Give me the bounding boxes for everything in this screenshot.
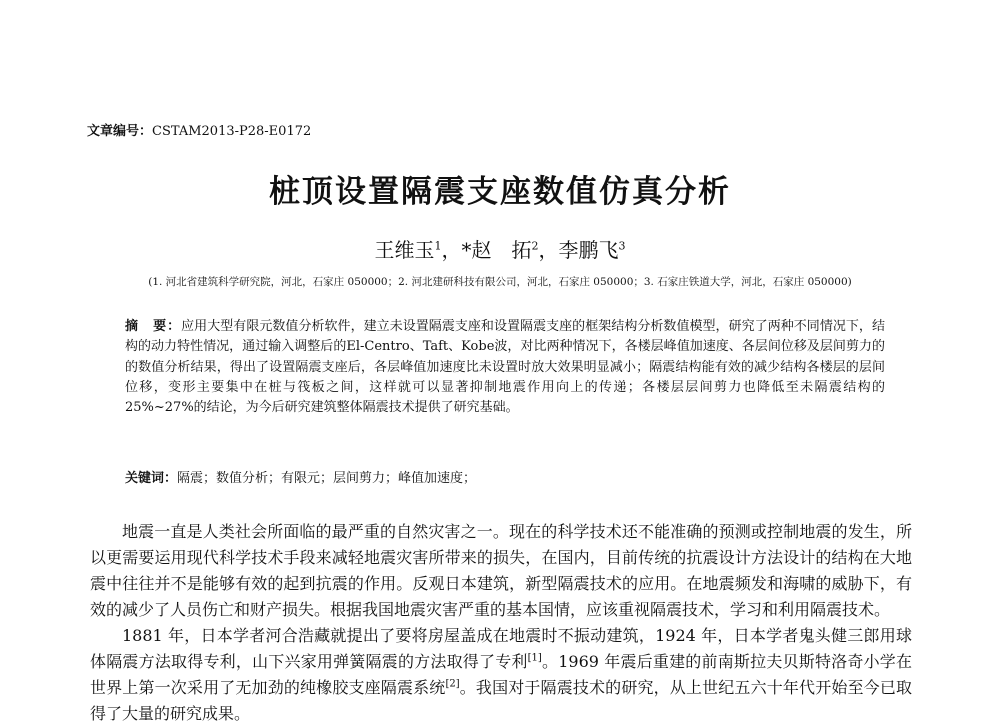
author-name: 赵 拓 bbox=[471, 238, 532, 262]
author-list bbox=[0, 234, 1000, 263]
body-text bbox=[90, 519, 912, 727]
author-separator: ， bbox=[538, 238, 559, 262]
author-name: 李鹏飞 bbox=[558, 238, 619, 262]
author-2 bbox=[462, 238, 539, 262]
affiliations: (1. 河北省建筑科学研究院，河北，石家庄 050000；2. 河北建研科技有限公司，河北，石家庄 050000；3. 石家庄铁道大学，河北，石家庄 050000) bbox=[148, 276, 852, 288]
abstract-label: 摘 要： bbox=[125, 319, 182, 334]
corresponding-mark: * bbox=[461, 238, 472, 262]
author-affil-mark: 3 bbox=[618, 239, 626, 253]
abstract bbox=[125, 317, 885, 418]
body-paragraph-2: 1881 年，日本学者河合浩藏就提出了要将房屋盖成在地震时不振动建筑，1924 年，日本学者鬼头健三郎用球体隔震方法取得专利，山下兴家用弹簧隔震的方法取得了专利[1]。1969 年震后重建的前南斯拉夫贝斯特洛奇小学在世界上第一次采用了无加劲的纯橡胶支座隔震系统[2]。我国对于隔震技术的研究，从上世纪五六十年代开始至今已取得了大量的研究成果。 bbox=[90, 626, 912, 723]
author-affil-mark: 2 bbox=[531, 239, 539, 253]
article-number bbox=[87, 120, 311, 139]
article-number-value: CSTAM2013-P28-E0172 bbox=[152, 124, 312, 139]
author-3 bbox=[559, 238, 626, 262]
paper-title: 桩顶设置隔震支座数值仿真分析 bbox=[269, 174, 731, 210]
author-1 bbox=[375, 238, 442, 262]
abstract-text: 应用大型有限元数值分析软件，建立未设置隔震支座和设置隔震支座的框架结构分析数值模型，研究了两种不同情况下，结构的动力特性情况，通过输入调整后的El-Centro、Taft、Kobe波，对比两种情况下，各楼层峰值加速度、各层间位移及层间剪力的的数值分析结果，得出了设置隔震支座后，各层峰值加速度比未设置时放大效果明显减小；隔震结构能有效的减少结构各楼层的层间位移，变形主要集中在桩与筏板之间，这样就可以显著抑制地震作用向上的传递；各楼层层间剪力也降低至未隔震结构的 25%~27%的结论，为今后研究建筑整体隔震技术提供了研究基础。 bbox=[125, 319, 885, 416]
author-affil-mark: 1 bbox=[434, 239, 442, 253]
keywords-label: 关键词： bbox=[125, 471, 178, 486]
citation-ref: [1] bbox=[527, 652, 542, 664]
article-number-label: 文章编号： bbox=[87, 124, 153, 139]
keywords-text: 隔震；数值分析；有限元；层间剪力；峰值加速度； bbox=[177, 471, 477, 486]
author-name: 王维玉 bbox=[374, 238, 435, 262]
body-paragraph-1: 地震一直是人类社会所面临的最严重的自然灾害之一。现在的科学技术还不能准确的预测或控制地震的发生，所以更需要运用现代科学技术手段来减轻地震灾害所带来的损失，在国内，目前传统的抗震设计方法设计的结构在大地震中往往并不是能够有效的起到抗震的作用。反观日本建筑，新型隔震技术的应用。在地震频发和海啸的威胁下，有效的减少了人员伤亡和财产损失。根据我国地震灾害严重的基本国情，应该重视隔震技术，学习和利用隔震技术。 bbox=[90, 522, 912, 619]
citation-ref: [2] bbox=[445, 678, 460, 690]
keywords bbox=[125, 467, 885, 486]
author-separator: ， bbox=[441, 238, 462, 262]
